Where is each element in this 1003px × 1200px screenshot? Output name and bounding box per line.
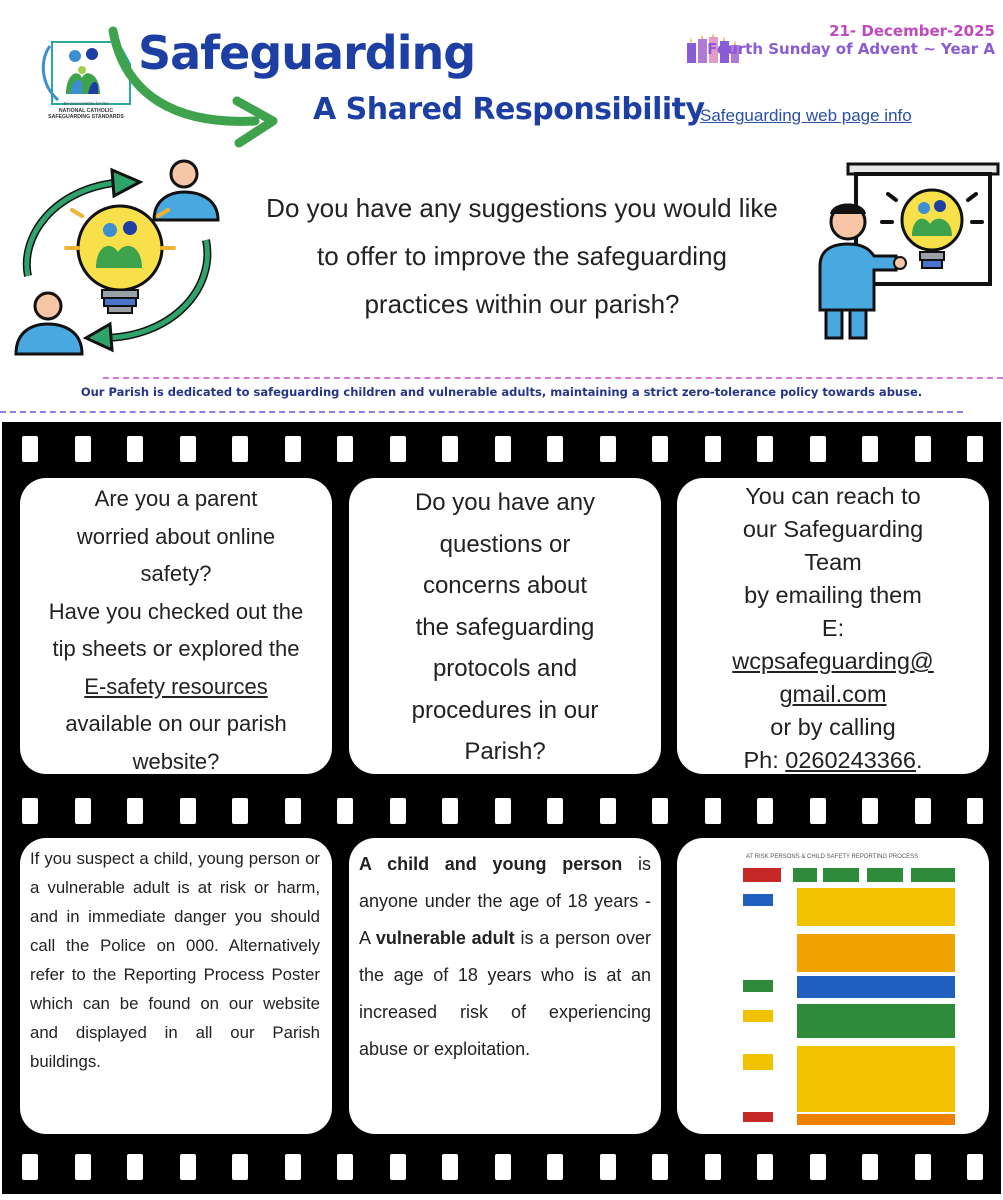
page-title: Safeguarding <box>138 26 476 80</box>
questions-line-3: concerns about <box>422 572 588 599</box>
definition-adult-text: is a person over the age of 18 years who is at an increased risk of experiencing abuse or exploitation. <box>359 928 651 1059</box>
online-safety-panel <box>20 478 332 774</box>
film-sprocket-hole <box>652 1154 668 1180</box>
online-line-7: available on our parish <box>65 711 287 736</box>
questions-line-4: the safeguarding <box>415 613 595 641</box>
poster-title: AT RISK PERSONS & CHILD SAFETY REPORTING PROCESS <box>745 854 919 860</box>
definition-child-term: A child and young person <box>359 854 623 874</box>
email-link-part-1[interactable]: wcpsafeguarding@ <box>732 648 934 674</box>
online-line-2: worried about online <box>76 523 276 549</box>
film-sprocket-hole <box>442 798 458 824</box>
contact-line-5: E: <box>821 615 845 641</box>
logo-caption-line1: Be accountable for the <box>63 101 109 106</box>
film-sprocket-hole <box>180 436 196 462</box>
film-sprocket-hole <box>652 798 668 824</box>
film-sprocket-hole <box>600 798 616 824</box>
contact-line-8: or by calling <box>770 714 896 740</box>
film-sprocket-hole <box>442 1154 458 1180</box>
definition-adult-term: vulnerable adult <box>375 928 515 948</box>
questions-panel <box>349 478 661 774</box>
sprocket-row-top <box>2 430 1001 466</box>
phone-link[interactable]: 0260243366 <box>785 747 916 773</box>
reporting-process-poster-thumbnail[interactable] <box>697 850 967 1125</box>
sprocket-row-bottom <box>2 1148 1001 1184</box>
film-sprocket-hole <box>232 1154 248 1180</box>
film-sprocket-hole <box>495 1154 511 1180</box>
film-sprocket-hole <box>22 436 38 462</box>
dashed-divider-top <box>103 377 1003 379</box>
phone-prefix: Ph: <box>743 747 786 773</box>
film-sprocket-hole <box>337 798 353 824</box>
film-sprocket-hole <box>75 1154 91 1180</box>
film-sprocket-hole <box>337 1154 353 1180</box>
suggestion-line-1: Do you have any suggestions you would like <box>266 193 778 223</box>
film-sprocket-hole <box>285 436 301 462</box>
film-sprocket-hole <box>915 1154 931 1180</box>
suggestion-question <box>232 184 812 328</box>
film-sprocket-hole <box>705 798 721 824</box>
contact-panel <box>677 478 989 774</box>
page-subtitle: A Shared Responsibility <box>313 92 705 127</box>
film-sprocket-hole <box>862 798 878 824</box>
email-link-part-2[interactable]: gmail.com <box>779 681 887 707</box>
sprocket-row-middle <box>2 792 1001 828</box>
e-safety-resources-link[interactable]: E-safety resources <box>84 673 268 699</box>
online-line-8: website? <box>132 748 220 774</box>
film-sprocket-hole <box>285 1154 301 1180</box>
online-line-3: safety? <box>140 561 212 586</box>
film-sprocket-hole <box>757 1154 773 1180</box>
suggestion-line-2: to offer to improve the safeguarding <box>317 241 727 271</box>
film-sprocket-hole <box>547 436 563 462</box>
film-sprocket-hole <box>22 798 38 824</box>
date: 21- December-2025 <box>829 22 995 40</box>
phone-line <box>677 744 989 774</box>
film-sprocket-hole <box>127 798 143 824</box>
film-sprocket-hole <box>75 798 91 824</box>
film-sprocket-hole <box>495 436 511 462</box>
film-sprocket-hole <box>757 798 773 824</box>
film-sprocket-hole <box>180 1154 196 1180</box>
questions-line-7: Parish? <box>464 738 546 765</box>
film-sprocket-hole <box>22 1154 38 1180</box>
film-strip-frame <box>2 422 1001 1194</box>
dashed-divider-bottom <box>0 411 963 413</box>
safeguarding-web-page-link[interactable]: Safeguarding web page info <box>700 106 912 125</box>
suspect-harm-panel <box>20 838 332 1134</box>
logo-caption-line2: NATIONAL CATHOLIC <box>58 107 114 114</box>
film-sprocket-hole <box>127 436 143 462</box>
film-sprocket-hole <box>810 1154 826 1180</box>
reporting-process-poster-panel[interactable] <box>677 838 989 1134</box>
film-sprocket-hole <box>285 798 301 824</box>
presenter-with-idea-board-illustration <box>812 160 1002 340</box>
film-sprocket-hole <box>232 436 248 462</box>
contact-line-3: Team <box>804 549 862 575</box>
film-sprocket-hole <box>390 1154 406 1180</box>
film-sprocket-hole <box>705 1154 721 1180</box>
liturgical-date-block <box>707 22 995 58</box>
film-sprocket-hole <box>967 436 983 462</box>
film-sprocket-hole <box>442 436 458 462</box>
idea-cycle-illustration <box>12 158 227 358</box>
film-sprocket-hole <box>127 1154 143 1180</box>
film-sprocket-hole <box>915 798 931 824</box>
film-sprocket-hole <box>390 798 406 824</box>
logo-caption-line3: SAFEGUARDING STANDARDS <box>48 114 124 120</box>
contact-line-1: You can reach to <box>745 483 921 509</box>
online-line-4: Have you checked out the <box>48 598 304 624</box>
policy-statement: Our Parish is dedicated to safeguarding children and vulnerable adults, maintaining a strict zero-tolerance policy towards abuse. <box>80 385 923 399</box>
film-sprocket-hole <box>810 798 826 824</box>
definition-text <box>349 838 661 1068</box>
suggestion-line-3: practices within our parish? <box>364 289 680 319</box>
film-sprocket-hole <box>967 798 983 824</box>
questions-line-2: questions or <box>439 530 571 558</box>
film-sprocket-hole <box>390 436 406 462</box>
film-sprocket-hole <box>600 436 616 462</box>
questions-line-5: protocols and <box>432 655 578 682</box>
film-sprocket-hole <box>757 436 773 462</box>
film-sprocket-hole <box>862 436 878 462</box>
film-sprocket-hole <box>75 436 91 462</box>
film-sprocket-hole <box>180 798 196 824</box>
liturgical-sunday: Fourth Sunday of Advent ~ Year A <box>707 40 995 58</box>
film-sprocket-hole <box>652 436 668 462</box>
questions-line-1: Do you have any <box>414 489 596 516</box>
film-sprocket-hole <box>547 1154 563 1180</box>
contact-line-4: by emailing them <box>744 582 922 608</box>
suspect-harm-text: If you suspect a child, young person or a vulnerable adult is at risk or harm, and in immediate danger you should call the Police on 000. Alternatively refer to the Reporting Process Poster which can be found on our website and displayed in all our Parish buildings. <box>30 849 320 1071</box>
definition-child-text: is anyone under the age of 18 years - A <box>359 854 652 948</box>
online-line-1: Are you a parent <box>94 486 258 511</box>
film-sprocket-hole <box>915 436 931 462</box>
film-sprocket-hole <box>967 1154 983 1180</box>
definition-panel <box>349 838 661 1134</box>
questions-line-6: procedures in our <box>411 696 599 724</box>
film-sprocket-hole <box>810 436 826 462</box>
online-line-5: tip sheets or explored the <box>52 636 300 661</box>
film-sprocket-hole <box>862 1154 878 1180</box>
film-sprocket-hole <box>547 798 563 824</box>
contact-line-2: our Safeguarding <box>742 516 924 542</box>
film-sprocket-hole <box>495 798 511 824</box>
film-sprocket-hole <box>232 798 248 824</box>
phone-suffix: . <box>915 747 923 773</box>
film-sprocket-hole <box>600 1154 616 1180</box>
film-sprocket-hole <box>705 436 721 462</box>
film-sprocket-hole <box>337 436 353 462</box>
